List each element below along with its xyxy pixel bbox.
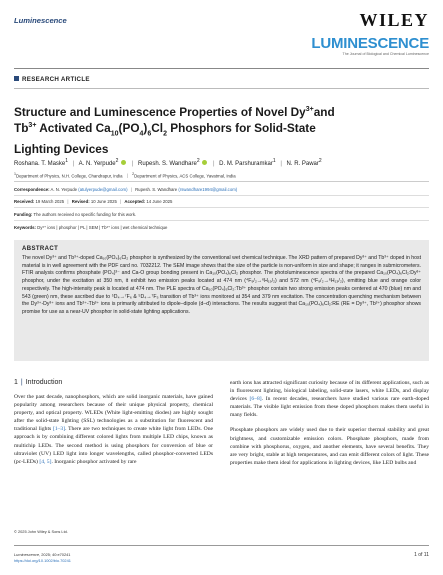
doi-link[interactable]: https://doi.org/10.1002/bio.70241 bbox=[14, 558, 71, 563]
journal-logo[interactable] bbox=[311, 36, 429, 56]
meta-divider bbox=[14, 195, 429, 196]
body-column-right bbox=[230, 379, 429, 467]
author-name[interactable]: D. M. Parshuramkar bbox=[219, 161, 273, 167]
copyright: © 2025 John Wiley & Sons Ltd. bbox=[14, 529, 68, 534]
paragraph: Over the past decade, nanophosphors, which are solid inorganic materials, have gained popularity among researchers because of their unique physical property, chemical property, and optical property. WLEDs (White light-emitting diodes) are highly sought after the solid-state lighting (SSL) technologies as a substitution for fluorescent and traditional lights [1–3]. There are two techniques to create white light from LEDs. One approach is by combining different colored lights from multiple LED chips, known as multichip LEDs. The second method is using phosphors for conversion of blue or ultraviolet (UV) LED light into longer wavelengths, called phosphor-converted LEDs (pc-LEDs) [4, 5]. Inorganic phosphor activated by rare bbox=[14, 394, 213, 465]
footer-citation: Luminescence, 2025; 40:e70241 bbox=[14, 552, 71, 557]
journal-logo-word: LUMINESCENCE bbox=[311, 35, 429, 52]
section-heading: 1 | Introduction bbox=[14, 379, 63, 386]
article-type-divider bbox=[14, 88, 429, 89]
email-link[interactable]: (rswandhare1994@gmail.com) bbox=[178, 187, 238, 192]
correspondence: Correspondence: A. N. Yerpude (atulyerpude@gmail.com) | Rupesh. S. Wandhare (rswandhare1994@gmail.com) bbox=[14, 187, 238, 192]
article-title: Structure and Luminescence Properties of Novel $Dy^{3+}and$ $Tb^{3+}$ Activated $Ca_{10}(PO_4)_6Cl_2$ Phosphors for Solid-State Lighting Devices bbox=[14, 104, 335, 156]
citation-link[interactable]: [4, 5] bbox=[39, 458, 52, 465]
author-list: Roshana. T. Maske$^1$ | A. N. Yerpude$^2$ | Rupesh. S. Wandhare$^2$ | D. M. Parshuramkar$^1$ | N. R. Pawar$^2$ bbox=[14, 158, 322, 167]
author-name[interactable]: N. R. Pawar bbox=[286, 161, 319, 167]
abstract-heading: ABSTRACT bbox=[22, 246, 59, 252]
keywords: Keywords: Dy³⁺ ions | phosphor | PL | SEM | Tb³⁺ ions | wet chemical technique bbox=[14, 225, 168, 230]
orcid-icon[interactable] bbox=[121, 160, 126, 165]
funding: Funding: The authors received no specific funding for this work. bbox=[14, 212, 137, 217]
email-link[interactable]: (atulyerpude@gmail.com) bbox=[78, 187, 128, 192]
affiliation: Department of Physics, N.H. College, Chandrapur, India bbox=[16, 173, 123, 179]
publisher-logo[interactable]: WILEY bbox=[359, 10, 429, 30]
affiliation-divider bbox=[14, 181, 429, 182]
paragraph: Phosphate phosphors are widely used due to their superior thermal stability and great brightness, and customizable emission colors. Phosphate phosphors, made from combine with phosphorus, oxygen, and another elements, have several benefits. They are very bright, stable at high temperatures, and can emit different colors of light. These properties make them ideal for applications in lighting devices, like LED bulbs and bbox=[230, 427, 429, 466]
meta-divider bbox=[14, 207, 429, 208]
orcid-icon[interactable] bbox=[202, 160, 207, 165]
author-name[interactable]: Roshana. T. Maske bbox=[14, 161, 66, 167]
body-column-left bbox=[14, 393, 213, 466]
journal-logo-subtitle: The Journal of Biological and Chemical Luminescence bbox=[342, 52, 429, 56]
footer-divider bbox=[14, 545, 429, 546]
meta-divider bbox=[14, 220, 429, 221]
abstract-box bbox=[14, 240, 429, 361]
citation-link[interactable]: [1–3] bbox=[52, 426, 66, 433]
article-type-marker bbox=[14, 76, 19, 81]
affiliations: $^1$Department of Physics, N.H. College, Chandrapur, India | $^2$Department of Physics, ACS College, Yavatmal, India bbox=[14, 172, 236, 179]
journal-tag: Luminescence bbox=[14, 16, 67, 25]
article-dates: Received: 19 March 2025 | Revised: 10 June 2025 | Accepted: 14 June 2025 bbox=[14, 199, 173, 204]
author-name[interactable]: Rupesh. S. Wandhare bbox=[138, 161, 197, 167]
citation-link[interactable]: [6–8] bbox=[249, 396, 262, 403]
header-divider bbox=[14, 68, 429, 69]
paragraph: earth ions has attracted significant curiosity because of its different applications, such as in fluorescent lighting, biological labeling, solid-state lasers, white LEDs, and display devices [6–8]. In recent decades, researchers have studied various rare earth-doped materials. The visible light emission from these doped phosphors makes them useful in many fields. bbox=[230, 380, 429, 419]
page-number: 1 of 11 bbox=[414, 552, 429, 558]
affiliation: Department of Physics, ACS College, Yavatmal, India bbox=[134, 173, 236, 179]
article-type: RESEARCH ARTICLE bbox=[14, 76, 90, 83]
abstract-text: The novel Dy³⁺ and Tb³⁺-doped Ca₁₀(PO₄)₆Cl₂ phosphor is synthesized by the conventional wet chemical technique. The XRD pattern of prepared Dy³⁺ and Tb³⁺ doped in host material is in well agreement with the PDF card no. 7032212. The SEM image shows that the size of the particle is non-uniform in size and shape; it ranges in submicrometers. FTIR analysis confirms phosphate (PO₄)³⁻ and Ca-O group bonding present in Ca₁₀(PO₄)₆Cl₂ phosphor. The photoluminescence spectra of the prepared Ca₁₀(PO₄)₆Cl₂:Dy³⁺ phosphor, under the excitation at 350 nm, it exhibit two emission peaks located at 474 nm (⁴F₉/₂→⁶H₁₅/₂) and 572 nm (⁴F₉/₂→⁶H₁₃/₂), emitting blue and orange color respectively. The high-intensity peak is located at 474 nm. The PLE spectra of Ca₁₀(PO₄)₆Cl₂:Tb³⁺ phosphor contain two strong emission peaks centered at 470 (blue) nm and 543 (green) nm, these ascribed due to ⁵D₄→⁷F₆ & ⁵D₄→⁷F₅ transition of Tb³⁺ ions monitored at 354 and 379 nm excitation. The concentration quenching mechanism between the Dy³⁺-Dy³⁺ ions and Tb³⁺-Tb³⁺ ions is primarily attributed to dipole–dipole (d–d) interactions. The results suggest that Ca₁₀(PO₄)₆Cl₂:RE (RE = Dy³⁺, Tb³⁺) phosphor shows promise for use as a near-UV phosphor in solid-state lighting applications. bbox=[22, 255, 421, 315]
author-name[interactable]: A. N. Yerpude bbox=[78, 161, 116, 167]
